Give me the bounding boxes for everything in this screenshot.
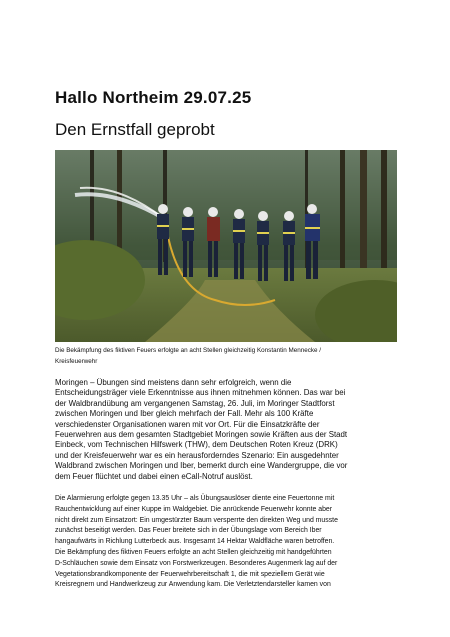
text-line: dem Feuer flüchtet und dabei einen eCall-Notruf auslöst. [55, 471, 253, 481]
text-line: Moringen – Übungen sind meistens dann sehr erfolgreich, wenn die [55, 378, 292, 387]
paragraph-alarm [55, 494, 401, 591]
text-line: und der Kreisfeuerwehr war es ein herausforderndes Szenario: Ein ausgedehnter [55, 450, 339, 460]
caption-line: Die Bekämpfung des fiktiven Feuers erfolgte an acht Stellen gleichzeitig Konstantin Mennecke / [55, 347, 322, 354]
text-line: Feuerwehren aus dem gesamten Stadtgebiet Moringen sowie Kräften aus der Stadt [55, 430, 348, 440]
text-line: Vegetationsbrandkomponente der Feuerwehrbereitschaft 1, die mit speziellem Gerät wie [55, 570, 325, 578]
text-line: Waldbrand zwischen Moringen und Iber, bemerkt durch eine Wandergruppe, die vor [55, 461, 348, 471]
caption-line: Kreisfeuerwehr [55, 357, 98, 365]
text-line: zunächst beseitigt werden. Das Feuer breitete sich in der Übungslage vom Bereich Iber [55, 527, 322, 535]
text-line: D-Schläuchen sowie dem Einsatz von Forstwerkzeugen. Besonderes Augenmerk lag auf der [55, 559, 338, 567]
text-line: Die Alarmierung erfolgte gegen 13.35 Uhr – als Übungsauslöser diente eine Feuertonne mit [55, 495, 335, 502]
text-line: hangaufwärts in Richlung Lutterbeck aus. Insgesamt 14 Hektar Waldfläche waren betroffen. [55, 538, 335, 546]
text-line: nicht direkt zum Einsatzort: Ein umgestürzter Baum versperrte den direkten Weg und musste [55, 516, 338, 524]
text-line: der Waldbrandübung am vergangenen Samstag, 26. Juli, im Moringer Stadtforst [55, 398, 335, 408]
photo-caption [55, 346, 400, 367]
text-line: zwischen Moringen und Iber gleich mehrfach der Fall. Mehr als 100 Kräfte [55, 409, 314, 419]
text-line: Einbeck, vom Technischen Hilfswerk (THW), dem Deutschen Roten Kreuz (DRK) [55, 440, 338, 450]
text-line: Die Bekämpfung des fiktiven Feuers erfolgte an acht Stellen gleichzeitig mit handgeführten [55, 548, 332, 556]
text-line: verschiedenster Organisationen waren mit vor Ort. Für die Einsatzkräfte der [55, 419, 320, 429]
text-line: Rauchentwicklung auf einer Kuppe im Waldgebiet. Die anrückende Feuerwehr konnte aber [55, 505, 333, 513]
paragraph-intro [55, 378, 401, 482]
headline: Hallo Northeim 29.07.25 [55, 88, 252, 107]
text-line: Kreisregnern und Handwerkzeug zur Anwendung kam. Die Verletztendarsteller kamen von [55, 581, 331, 589]
subheadline: Den Ernstfall geprobt [55, 120, 215, 139]
firefighters-photo [55, 150, 397, 342]
text-line: Entscheidungsträger viele Erkenntnisse aus ihnen mitnehmen können. Das war bei [55, 388, 346, 398]
